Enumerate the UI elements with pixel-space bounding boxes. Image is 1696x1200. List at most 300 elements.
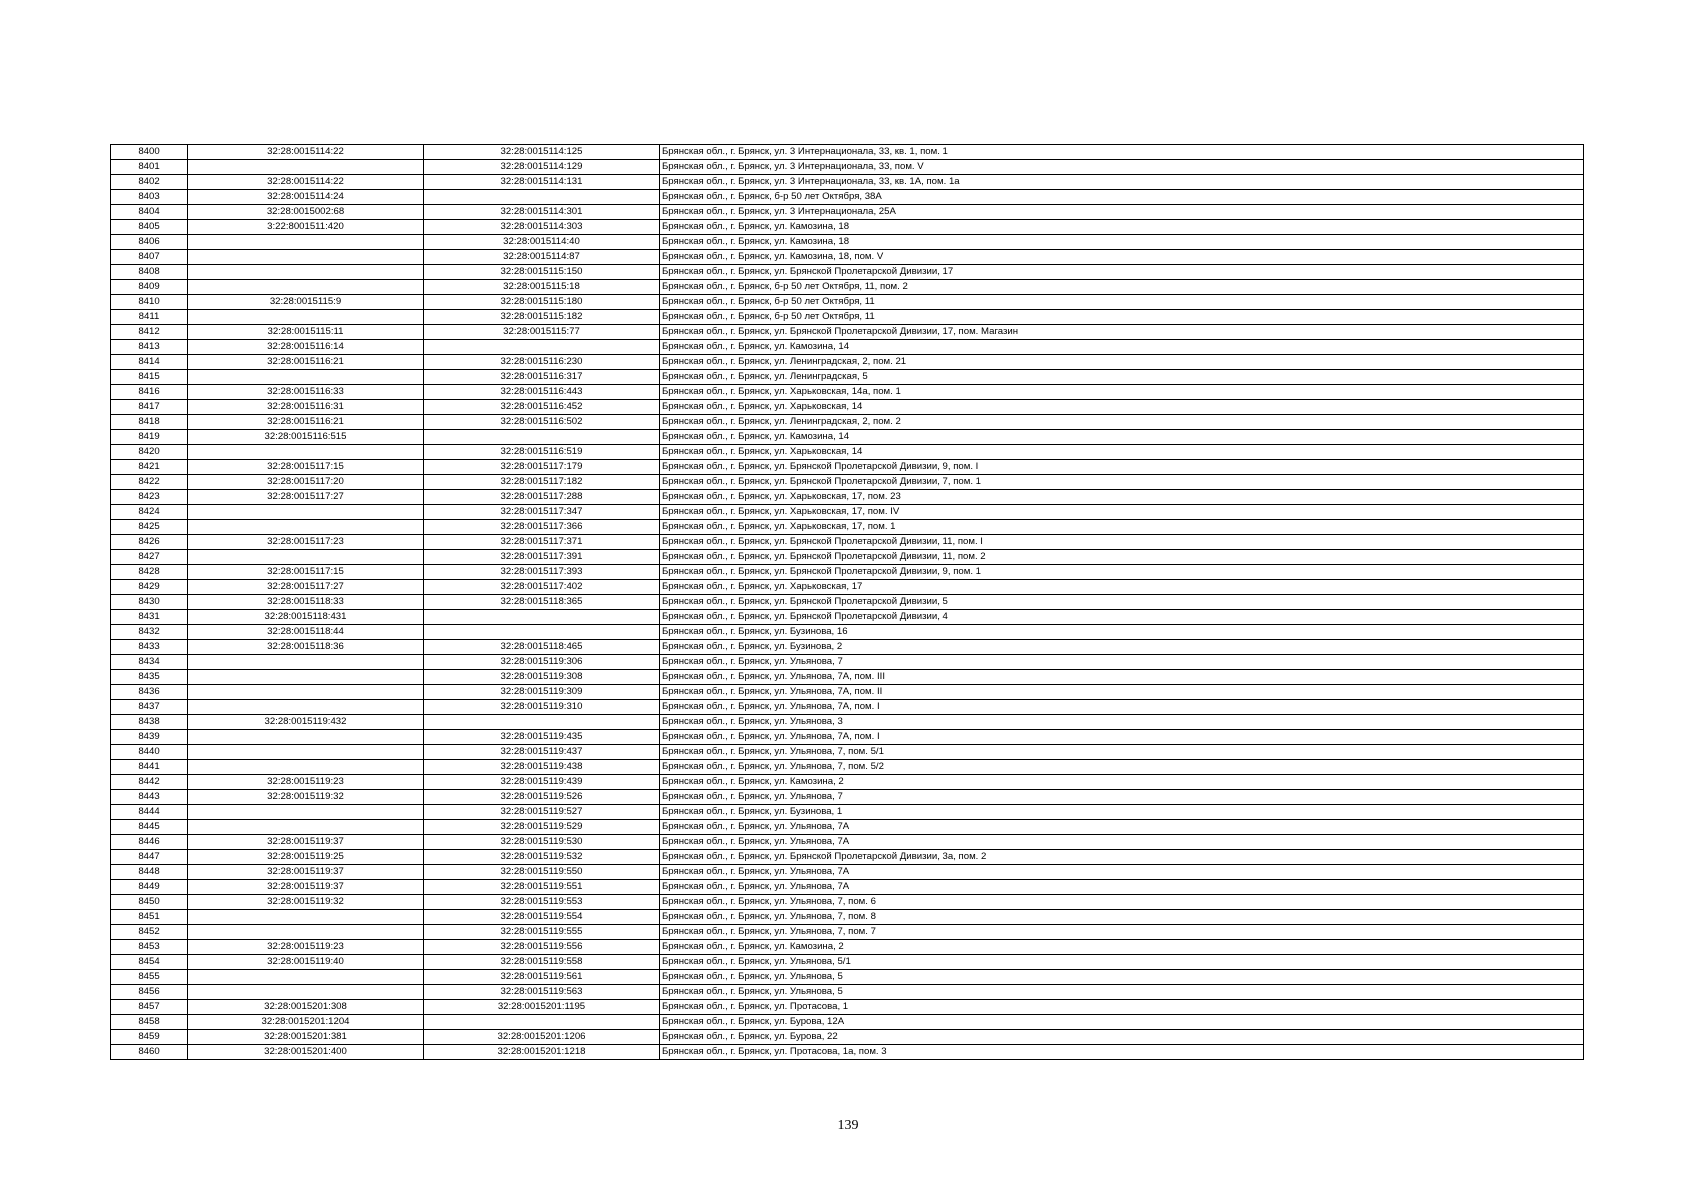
parcel-cadastral-number-cell: 32:28:0015116:21 bbox=[188, 355, 424, 370]
object-cadastral-number-cell: 32:28:0015119:553 bbox=[424, 895, 660, 910]
address-cell: Брянская обл., г. Брянск, ул. Протасова, 1а, пом. 3 bbox=[660, 1045, 1584, 1060]
address-cell: Брянская обл., г. Брянск, ул. Харьковская, 17 bbox=[660, 580, 1584, 595]
table-row bbox=[111, 670, 1584, 685]
address-cell: Брянская обл., г. Брянск, ул. Ульянова, 7 bbox=[660, 790, 1584, 805]
object-cadastral-number-cell: 32:28:0015119:435 bbox=[424, 730, 660, 745]
table-row bbox=[111, 580, 1584, 595]
parcel-cadastral-number-cell: 32:28:0015116:31 bbox=[188, 400, 424, 415]
address-cell: Брянская обл., г. Брянск, б-р 50 лет Октября, 38А bbox=[660, 190, 1584, 205]
object-cadastral-number-cell: 32:28:0015119:529 bbox=[424, 820, 660, 835]
address-cell: Брянская обл., г. Брянск, ул. 3 Интернационала, 33, кв. 1, пом. 1 bbox=[660, 145, 1584, 160]
address-cell: Брянская обл., г. Брянск, ул. Ульянова, 5/1 bbox=[660, 955, 1584, 970]
address-cell: Брянская обл., г. Брянск, ул. Ленинградская, 5 bbox=[660, 370, 1584, 385]
table-row bbox=[111, 370, 1584, 385]
object-cadastral-number-cell bbox=[424, 340, 660, 355]
table-row bbox=[111, 160, 1584, 175]
object-cadastral-number-cell: 32:28:0015116:519 bbox=[424, 445, 660, 460]
parcel-cadastral-number-cell: 32:28:0015119:32 bbox=[188, 790, 424, 805]
table-row bbox=[111, 280, 1584, 295]
object-cadastral-number-cell: 32:28:0015114:301 bbox=[424, 205, 660, 220]
object-cadastral-number-cell: 32:28:0015119:308 bbox=[424, 670, 660, 685]
parcel-cadastral-number-cell: 32:28:0015115:9 bbox=[188, 295, 424, 310]
table-row bbox=[111, 730, 1584, 745]
row-number-cell: 8452 bbox=[111, 925, 188, 940]
row-number-cell: 8405 bbox=[111, 220, 188, 235]
parcel-cadastral-number-cell: 32:28:0015117:27 bbox=[188, 490, 424, 505]
object-cadastral-number-cell: 32:28:0015119:438 bbox=[424, 760, 660, 775]
row-number-cell: 8446 bbox=[111, 835, 188, 850]
row-number-cell: 8424 bbox=[111, 505, 188, 520]
table-row bbox=[111, 835, 1584, 850]
parcel-cadastral-number-cell: 32:28:0015002:68 bbox=[188, 205, 424, 220]
row-number-cell: 8447 bbox=[111, 850, 188, 865]
row-number-cell: 8421 bbox=[111, 460, 188, 475]
object-cadastral-number-cell: 32:28:0015117:288 bbox=[424, 490, 660, 505]
parcel-cadastral-number-cell: 32:28:0015118:44 bbox=[188, 625, 424, 640]
address-cell: Брянская обл., г. Брянск, ул. Камозина, 18 bbox=[660, 220, 1584, 235]
table-row bbox=[111, 610, 1584, 625]
parcel-cadastral-number-cell bbox=[188, 160, 424, 175]
table-row bbox=[111, 265, 1584, 280]
row-number-cell: 8457 bbox=[111, 1000, 188, 1015]
table-row bbox=[111, 310, 1584, 325]
row-number-cell: 8434 bbox=[111, 655, 188, 670]
object-cadastral-number-cell: 32:28:0015119:563 bbox=[424, 985, 660, 1000]
table-row bbox=[111, 685, 1584, 700]
row-number-cell: 8448 bbox=[111, 865, 188, 880]
table-row bbox=[111, 175, 1584, 190]
parcel-cadastral-number-cell: 32:28:0015117:27 bbox=[188, 580, 424, 595]
table-row bbox=[111, 895, 1584, 910]
object-cadastral-number-cell bbox=[424, 715, 660, 730]
parcel-cadastral-number-cell bbox=[188, 970, 424, 985]
object-cadastral-number-cell: 32:28:0015116:452 bbox=[424, 400, 660, 415]
address-cell: Брянская обл., г. Брянск, ул. Ульянова, 7А bbox=[660, 835, 1584, 850]
address-cell: Брянская обл., г. Брянск, ул. Ульянова, 5 bbox=[660, 970, 1584, 985]
address-cell: Брянская обл., г. Брянск, ул. Ульянова, 7А, пом. I bbox=[660, 700, 1584, 715]
parcel-cadastral-number-cell: 3:22:8001511:420 bbox=[188, 220, 424, 235]
parcel-cadastral-number-cell bbox=[188, 250, 424, 265]
table-row bbox=[111, 235, 1584, 250]
parcel-cadastral-number-cell bbox=[188, 730, 424, 745]
parcel-cadastral-number-cell: 32:28:0015117:15 bbox=[188, 460, 424, 475]
table-row bbox=[111, 385, 1584, 400]
address-cell: Брянская обл., г. Брянск, ул. Ульянова, 7А, пом. I bbox=[660, 730, 1584, 745]
object-cadastral-number-cell: 32:28:0015119:561 bbox=[424, 970, 660, 985]
object-cadastral-number-cell: 32:28:0015119:558 bbox=[424, 955, 660, 970]
parcel-cadastral-number-cell bbox=[188, 655, 424, 670]
address-cell: Брянская обл., г. Брянск, ул. Ульянова, 7А bbox=[660, 820, 1584, 835]
address-cell: Брянская обл., г. Брянск, ул. Камозина, 18 bbox=[660, 235, 1584, 250]
row-number-cell: 8430 bbox=[111, 595, 188, 610]
row-number-cell: 8456 bbox=[111, 985, 188, 1000]
address-cell: Брянская обл., г. Брянск, б-р 50 лет Октября, 11 bbox=[660, 295, 1584, 310]
row-number-cell: 8439 bbox=[111, 730, 188, 745]
row-number-cell: 8455 bbox=[111, 970, 188, 985]
row-number-cell: 8406 bbox=[111, 235, 188, 250]
table-row bbox=[111, 550, 1584, 565]
table-row bbox=[111, 535, 1584, 550]
parcel-cadastral-number-cell: 32:28:0015119:37 bbox=[188, 835, 424, 850]
parcel-cadastral-number-cell: 32:28:0015201:308 bbox=[188, 1000, 424, 1015]
parcel-cadastral-number-cell: 32:28:0015118:33 bbox=[188, 595, 424, 610]
object-cadastral-number-cell: 32:28:0015201:1195 bbox=[424, 1000, 660, 1015]
address-cell: Брянская обл., г. Брянск, ул. Бузинова, 16 bbox=[660, 625, 1584, 640]
row-number-cell: 8429 bbox=[111, 580, 188, 595]
address-cell: Брянская обл., г. Брянск, ул. Ульянова, 7А, пом. III bbox=[660, 670, 1584, 685]
table-row bbox=[111, 985, 1584, 1000]
table-row bbox=[111, 940, 1584, 955]
row-number-cell: 8428 bbox=[111, 565, 188, 580]
table-row bbox=[111, 565, 1584, 580]
object-cadastral-number-cell: 32:28:0015119:526 bbox=[424, 790, 660, 805]
object-cadastral-number-cell: 32:28:0015117:347 bbox=[424, 505, 660, 520]
parcel-cadastral-number-cell bbox=[188, 760, 424, 775]
table-row bbox=[111, 775, 1584, 790]
object-cadastral-number-cell: 32:28:0015119:439 bbox=[424, 775, 660, 790]
address-cell: Брянская обл., г. Брянск, ул. Камозина, 2 bbox=[660, 775, 1584, 790]
parcel-cadastral-number-cell: 32:28:0015201:381 bbox=[188, 1030, 424, 1045]
object-cadastral-number-cell: 32:28:0015119:556 bbox=[424, 940, 660, 955]
parcel-cadastral-number-cell: 32:28:0015116:14 bbox=[188, 340, 424, 355]
row-number-cell: 8435 bbox=[111, 670, 188, 685]
address-cell: Брянская обл., г. Брянск, ул. Бурова, 22 bbox=[660, 1030, 1584, 1045]
row-number-cell: 8407 bbox=[111, 250, 188, 265]
table-row bbox=[111, 340, 1584, 355]
address-cell: Брянская обл., г. Брянск, ул. 3 Интернационала, 33, пом. V bbox=[660, 160, 1584, 175]
table-row bbox=[111, 505, 1584, 520]
row-number-cell: 8454 bbox=[111, 955, 188, 970]
table-row bbox=[111, 190, 1584, 205]
address-cell: Брянская обл., г. Брянск, ул. Харьковская, 14 bbox=[660, 445, 1584, 460]
row-number-cell: 8431 bbox=[111, 610, 188, 625]
address-cell: Брянская обл., г. Брянск, ул. Брянской Пролетарской Дивизии, 11, пом. 2 bbox=[660, 550, 1584, 565]
address-cell: Брянская обл., г. Брянск, ул. Камозина, 14 bbox=[660, 340, 1584, 355]
object-cadastral-number-cell: 32:28:0015116:317 bbox=[424, 370, 660, 385]
address-cell: Брянская обл., г. Брянск, ул. Харьковская, 17, пом. 23 bbox=[660, 490, 1584, 505]
table-row bbox=[111, 715, 1584, 730]
row-number-cell: 8418 bbox=[111, 415, 188, 430]
object-cadastral-number-cell: 32:28:0015117:391 bbox=[424, 550, 660, 565]
address-cell: Брянская обл., г. Брянск, ул. Брянской Пролетарской Дивизии, 3а, пом. 2 bbox=[660, 850, 1584, 865]
object-cadastral-number-cell: 32:28:0015117:182 bbox=[424, 475, 660, 490]
row-number-cell: 8404 bbox=[111, 205, 188, 220]
parcel-cadastral-number-cell bbox=[188, 910, 424, 925]
parcel-cadastral-number-cell: 32:28:0015119:25 bbox=[188, 850, 424, 865]
table-row bbox=[111, 325, 1584, 340]
row-number-cell: 8458 bbox=[111, 1015, 188, 1030]
table-row bbox=[111, 700, 1584, 715]
address-cell: Брянская обл., г. Брянск, ул. Ульянова, 7, пом. 5/2 bbox=[660, 760, 1584, 775]
object-cadastral-number-cell: 32:28:0015119:527 bbox=[424, 805, 660, 820]
address-cell: Брянская обл., г. Брянск, ул. Брянской Пролетарской Дивизии, 5 bbox=[660, 595, 1584, 610]
table-row bbox=[111, 760, 1584, 775]
parcel-cadastral-number-cell: 32:28:0015119:40 bbox=[188, 955, 424, 970]
parcel-cadastral-number-cell: 32:28:0015115:11 bbox=[188, 325, 424, 340]
address-cell: Брянская обл., г. Брянск, ул. Ульянова, 7 bbox=[660, 655, 1584, 670]
table-row bbox=[111, 850, 1584, 865]
object-cadastral-number-cell: 32:28:0015119:555 bbox=[424, 925, 660, 940]
parcel-cadastral-number-cell: 32:28:0015119:37 bbox=[188, 880, 424, 895]
row-number-cell: 8450 bbox=[111, 895, 188, 910]
row-number-cell: 8426 bbox=[111, 535, 188, 550]
parcel-cadastral-number-cell bbox=[188, 265, 424, 280]
object-cadastral-number-cell bbox=[424, 1015, 660, 1030]
address-cell: Брянская обл., г. Брянск, ул. Ульянова, 7, пом. 5/1 bbox=[660, 745, 1584, 760]
table-row bbox=[111, 430, 1584, 445]
table-row bbox=[111, 475, 1584, 490]
row-number-cell: 8440 bbox=[111, 745, 188, 760]
parcel-cadastral-number-cell: 32:28:0015119:23 bbox=[188, 940, 424, 955]
object-cadastral-number-cell: 32:28:0015117:402 bbox=[424, 580, 660, 595]
table-row bbox=[111, 145, 1584, 160]
address-cell: Брянская обл., г. Брянск, ул. Камозина, 14 bbox=[660, 430, 1584, 445]
object-cadastral-number-cell: 32:28:0015115:18 bbox=[424, 280, 660, 295]
object-cadastral-number-cell: 32:28:0015119:437 bbox=[424, 745, 660, 760]
row-number-cell: 8401 bbox=[111, 160, 188, 175]
object-cadastral-number-cell: 32:28:0015119:550 bbox=[424, 865, 660, 880]
row-number-cell: 8410 bbox=[111, 295, 188, 310]
row-number-cell: 8416 bbox=[111, 385, 188, 400]
table-row bbox=[111, 625, 1584, 640]
address-cell: Брянская обл., г. Брянск, ул. Брянской Пролетарской Дивизии, 17 bbox=[660, 265, 1584, 280]
parcel-cadastral-number-cell: 32:28:0015118:431 bbox=[188, 610, 424, 625]
row-number-cell: 8436 bbox=[111, 685, 188, 700]
row-number-cell: 8414 bbox=[111, 355, 188, 370]
table-row bbox=[111, 205, 1584, 220]
parcel-cadastral-number-cell bbox=[188, 505, 424, 520]
row-number-cell: 8419 bbox=[111, 430, 188, 445]
row-number-cell: 8427 bbox=[111, 550, 188, 565]
address-cell: Брянская обл., г. Брянск, ул. Брянской Пролетарской Дивизии, 9, пом. 1 bbox=[660, 565, 1584, 580]
parcel-cadastral-number-cell: 32:28:0015119:432 bbox=[188, 715, 424, 730]
parcel-cadastral-number-cell: 32:28:0015119:23 bbox=[188, 775, 424, 790]
parcel-cadastral-number-cell bbox=[188, 700, 424, 715]
table-row bbox=[111, 1015, 1584, 1030]
table-row bbox=[111, 445, 1584, 460]
parcel-cadastral-number-cell: 32:28:0015114:22 bbox=[188, 145, 424, 160]
address-cell: Брянская обл., г. Брянск, ул. Харьковская, 14 bbox=[660, 400, 1584, 415]
object-cadastral-number-cell: 32:28:0015119:551 bbox=[424, 880, 660, 895]
address-cell: Брянская обл., г. Брянск, ул. Ульянова, 7, пом. 7 bbox=[660, 925, 1584, 940]
object-cadastral-number-cell bbox=[424, 190, 660, 205]
object-cadastral-number-cell: 32:28:0015118:465 bbox=[424, 640, 660, 655]
address-cell: Брянская обл., г. Брянск, ул. Брянской Пролетарской Дивизии, 4 bbox=[660, 610, 1584, 625]
registry-table bbox=[110, 144, 1584, 1060]
address-cell: Брянская обл., г. Брянск, ул. Ульянова, 7А bbox=[660, 880, 1584, 895]
row-number-cell: 8459 bbox=[111, 1030, 188, 1045]
object-cadastral-number-cell bbox=[424, 610, 660, 625]
table-row bbox=[111, 970, 1584, 985]
registry-table-body bbox=[111, 145, 1584, 1060]
parcel-cadastral-number-cell: 32:28:0015117:15 bbox=[188, 565, 424, 580]
parcel-cadastral-number-cell: 32:28:0015201:1204 bbox=[188, 1015, 424, 1030]
parcel-cadastral-number-cell: 32:28:0015119:37 bbox=[188, 865, 424, 880]
parcel-cadastral-number-cell bbox=[188, 310, 424, 325]
object-cadastral-number-cell: 32:28:0015119:306 bbox=[424, 655, 660, 670]
address-cell: Брянская обл., г. Брянск, ул. Ульянова, 7А bbox=[660, 865, 1584, 880]
object-cadastral-number-cell: 32:28:0015117:179 bbox=[424, 460, 660, 475]
parcel-cadastral-number-cell bbox=[188, 670, 424, 685]
row-number-cell: 8415 bbox=[111, 370, 188, 385]
address-cell: Брянская обл., г. Брянск, ул. Ульянова, 7, пом. 8 bbox=[660, 910, 1584, 925]
object-cadastral-number-cell: 32:28:0015119:310 bbox=[424, 700, 660, 715]
parcel-cadastral-number-cell bbox=[188, 685, 424, 700]
parcel-cadastral-number-cell bbox=[188, 550, 424, 565]
row-number-cell: 8444 bbox=[111, 805, 188, 820]
address-cell: Брянская обл., г. Брянск, ул. Бузинова, 1 bbox=[660, 805, 1584, 820]
address-cell: Брянская обл., г. Брянск, ул. Бурова, 12А bbox=[660, 1015, 1584, 1030]
row-number-cell: 8441 bbox=[111, 760, 188, 775]
parcel-cadastral-number-cell: 32:28:0015118:36 bbox=[188, 640, 424, 655]
table-row bbox=[111, 400, 1584, 415]
object-cadastral-number-cell: 32:28:0015115:150 bbox=[424, 265, 660, 280]
table-row bbox=[111, 1045, 1584, 1060]
parcel-cadastral-number-cell: 32:28:0015117:20 bbox=[188, 475, 424, 490]
row-number-cell: 8422 bbox=[111, 475, 188, 490]
row-number-cell: 8413 bbox=[111, 340, 188, 355]
object-cadastral-number-cell bbox=[424, 625, 660, 640]
table-row bbox=[111, 250, 1584, 265]
address-cell: Брянская обл., г. Брянск, ул. Харьковская, 17, пом. 1 bbox=[660, 520, 1584, 535]
parcel-cadastral-number-cell bbox=[188, 370, 424, 385]
object-cadastral-number-cell: 32:28:0015119:532 bbox=[424, 850, 660, 865]
row-number-cell: 8433 bbox=[111, 640, 188, 655]
table-row bbox=[111, 880, 1584, 895]
object-cadastral-number-cell: 32:28:0015115:182 bbox=[424, 310, 660, 325]
address-cell: Брянская обл., г. Брянск, ул. Харьковская, 14а, пом. 1 bbox=[660, 385, 1584, 400]
address-cell: Брянская обл., г. Брянск, ул. Бузинова, 2 bbox=[660, 640, 1584, 655]
row-number-cell: 8442 bbox=[111, 775, 188, 790]
object-cadastral-number-cell: 32:28:0015201:1206 bbox=[424, 1030, 660, 1045]
address-cell: Брянская обл., г. Брянск, ул. Брянской Пролетарской Дивизии, 9, пом. I bbox=[660, 460, 1584, 475]
address-cell: Брянская обл., г. Брянск, ул. Ульянова, 5 bbox=[660, 985, 1584, 1000]
parcel-cadastral-number-cell: 32:28:0015116:21 bbox=[188, 415, 424, 430]
table-row bbox=[111, 925, 1584, 940]
address-cell: Брянская обл., г. Брянск, ул. 3 Интернационала, 25А bbox=[660, 205, 1584, 220]
address-cell: Брянская обл., г. Брянск, ул. Ульянова, 7А, пом. II bbox=[660, 685, 1584, 700]
row-number-cell: 8445 bbox=[111, 820, 188, 835]
object-cadastral-number-cell: 32:28:0015114:131 bbox=[424, 175, 660, 190]
object-cadastral-number-cell: 32:28:0015117:393 bbox=[424, 565, 660, 580]
table-row bbox=[111, 1030, 1584, 1045]
row-number-cell: 8438 bbox=[111, 715, 188, 730]
row-number-cell: 8417 bbox=[111, 400, 188, 415]
row-number-cell: 8460 bbox=[111, 1045, 188, 1060]
row-number-cell: 8409 bbox=[111, 280, 188, 295]
row-number-cell: 8443 bbox=[111, 790, 188, 805]
row-number-cell: 8403 bbox=[111, 190, 188, 205]
row-number-cell: 8411 bbox=[111, 310, 188, 325]
row-number-cell: 8451 bbox=[111, 910, 188, 925]
object-cadastral-number-cell: 32:28:0015119:530 bbox=[424, 835, 660, 850]
row-number-cell: 8400 bbox=[111, 145, 188, 160]
parcel-cadastral-number-cell: 32:28:0015117:23 bbox=[188, 535, 424, 550]
page-number: 139 bbox=[837, 1118, 859, 1133]
object-cadastral-number-cell: 32:28:0015114:129 bbox=[424, 160, 660, 175]
row-number-cell: 8425 bbox=[111, 520, 188, 535]
table-row bbox=[111, 520, 1584, 535]
table-row bbox=[111, 490, 1584, 505]
table-row bbox=[111, 460, 1584, 475]
table-row bbox=[111, 640, 1584, 655]
object-cadastral-number-cell: 32:28:0015115:180 bbox=[424, 295, 660, 310]
table-row bbox=[111, 295, 1584, 310]
table-row bbox=[111, 220, 1584, 235]
address-cell: Брянская обл., г. Брянск, ул. Камозина, 18, пом. V bbox=[660, 250, 1584, 265]
table-row bbox=[111, 865, 1584, 880]
table-row bbox=[111, 655, 1584, 670]
parcel-cadastral-number-cell: 32:28:0015116:515 bbox=[188, 430, 424, 445]
parcel-cadastral-number-cell bbox=[188, 985, 424, 1000]
row-number-cell: 8402 bbox=[111, 175, 188, 190]
address-cell: Брянская обл., г. Брянск, ул. Ленинградская, 2, пом. 21 bbox=[660, 355, 1584, 370]
row-number-cell: 8423 bbox=[111, 490, 188, 505]
row-number-cell: 8453 bbox=[111, 940, 188, 955]
address-cell: Брянская обл., г. Брянск, б-р 50 лет Октября, 11 bbox=[660, 310, 1584, 325]
object-cadastral-number-cell: 32:28:0015119:554 bbox=[424, 910, 660, 925]
parcel-cadastral-number-cell: 32:28:0015119:32 bbox=[188, 895, 424, 910]
row-number-cell: 8420 bbox=[111, 445, 188, 460]
parcel-cadastral-number-cell: 32:28:0015114:22 bbox=[188, 175, 424, 190]
table-row bbox=[111, 1000, 1584, 1015]
row-number-cell: 8412 bbox=[111, 325, 188, 340]
table-row bbox=[111, 355, 1584, 370]
table-row bbox=[111, 415, 1584, 430]
parcel-cadastral-number-cell bbox=[188, 820, 424, 835]
object-cadastral-number-cell: 32:28:0015116:230 bbox=[424, 355, 660, 370]
parcel-cadastral-number-cell bbox=[188, 520, 424, 535]
parcel-cadastral-number-cell bbox=[188, 280, 424, 295]
row-number-cell: 8408 bbox=[111, 265, 188, 280]
address-cell: Брянская обл., г. Брянск, б-р 50 лет Октября, 11, пом. 2 bbox=[660, 280, 1584, 295]
address-cell: Брянская обл., г. Брянск, ул. Брянской Пролетарской Дивизии, 11, пом. I bbox=[660, 535, 1584, 550]
table-row bbox=[111, 805, 1584, 820]
object-cadastral-number-cell: 32:28:0015114:87 bbox=[424, 250, 660, 265]
address-cell: Брянская обл., г. Брянск, ул. Протасова, 1 bbox=[660, 1000, 1584, 1015]
table-row bbox=[111, 910, 1584, 925]
address-cell: Брянская обл., г. Брянск, ул. Ленинградская, 2, пом. 2 bbox=[660, 415, 1584, 430]
row-number-cell: 8449 bbox=[111, 880, 188, 895]
row-number-cell: 8437 bbox=[111, 700, 188, 715]
table-row bbox=[111, 745, 1584, 760]
parcel-cadastral-number-cell: 32:28:0015201:400 bbox=[188, 1045, 424, 1060]
object-cadastral-number-cell: 32:28:0015117:366 bbox=[424, 520, 660, 535]
address-cell: Брянская обл., г. Брянск, ул. Харьковская, 17, пом. IV bbox=[660, 505, 1584, 520]
parcel-cadastral-number-cell: 32:28:0015114:24 bbox=[188, 190, 424, 205]
table-row bbox=[111, 790, 1584, 805]
object-cadastral-number-cell: 32:28:0015201:1218 bbox=[424, 1045, 660, 1060]
address-cell: Брянская обл., г. Брянск, ул. Камозина, 2 bbox=[660, 940, 1584, 955]
table-row bbox=[111, 955, 1584, 970]
parcel-cadastral-number-cell bbox=[188, 445, 424, 460]
address-cell: Брянская обл., г. Брянск, ул. Ульянова, 3 bbox=[660, 715, 1584, 730]
parcel-cadastral-number-cell bbox=[188, 745, 424, 760]
table-row bbox=[111, 595, 1584, 610]
object-cadastral-number-cell: 32:28:0015114:125 bbox=[424, 145, 660, 160]
object-cadastral-number-cell: 32:28:0015119:309 bbox=[424, 685, 660, 700]
parcel-cadastral-number-cell bbox=[188, 805, 424, 820]
table-row bbox=[111, 820, 1584, 835]
object-cadastral-number-cell: 32:28:0015114:303 bbox=[424, 220, 660, 235]
object-cadastral-number-cell: 32:28:0015114:40 bbox=[424, 235, 660, 250]
row-number-cell: 8432 bbox=[111, 625, 188, 640]
object-cadastral-number-cell: 32:28:0015116:502 bbox=[424, 415, 660, 430]
object-cadastral-number-cell bbox=[424, 430, 660, 445]
address-cell: Брянская обл., г. Брянск, ул. Брянской Пролетарской Дивизии, 17, пом. Магазин bbox=[660, 325, 1584, 340]
parcel-cadastral-number-cell: 32:28:0015116:33 bbox=[188, 385, 424, 400]
object-cadastral-number-cell: 32:28:0015117:371 bbox=[424, 535, 660, 550]
